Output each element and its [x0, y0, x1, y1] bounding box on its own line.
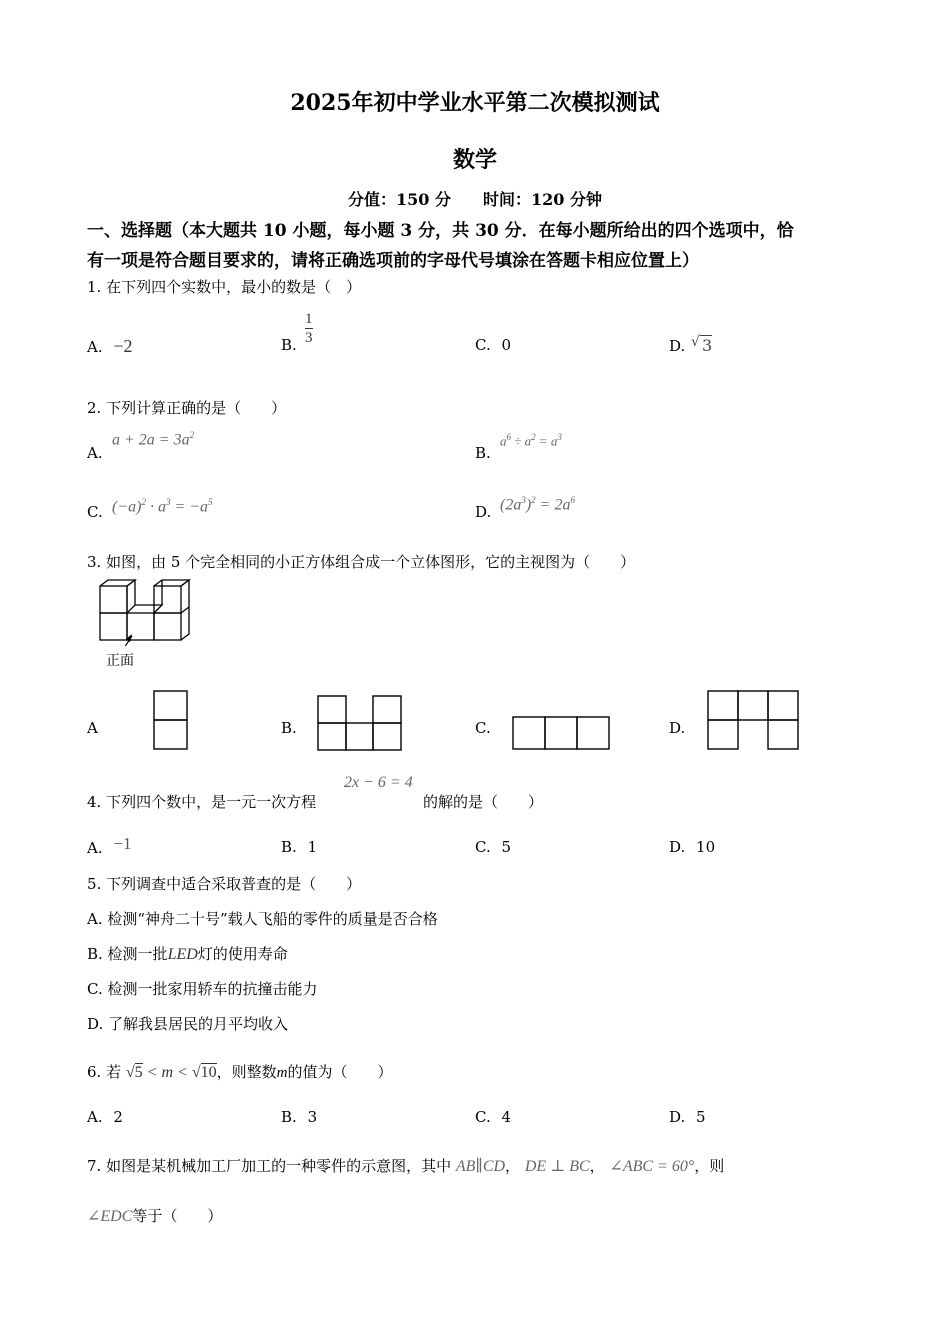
q3-stem: 3. 如图，由 5 个完全相同的小正方体组合成一个立体图形，它的主视图为（ ）: [87, 553, 636, 571]
q7-stem-line1: [87, 1155, 724, 1176]
q4-option-b: [281, 838, 317, 856]
q4-equation: 2x − 6 = 4: [344, 774, 413, 791]
option-text-pre: B. 检测一批: [87, 945, 168, 963]
option-label: B.: [281, 1108, 297, 1126]
stem-post: ，则整数: [216, 1063, 277, 1081]
sqrt-value: [691, 334, 713, 355]
q3-option-a-figure: [152, 689, 190, 753]
q3-option-a-label: A: [87, 719, 98, 737]
q3-option-d-label: D.: [669, 719, 686, 737]
option-label: C.: [475, 838, 491, 856]
q2-option-b-expr: $a^6 \div a^2 = a^3$: [500, 432, 562, 449]
q6-stem: [87, 1061, 392, 1082]
option-value: 0: [501, 336, 512, 354]
option-value: −1: [113, 834, 132, 853]
section-heading-line2: 有一项是符合题目要求的，请将正确选项前的字母代号填涂在答题卡相应位置上）: [87, 251, 699, 271]
q5-option-c: C. 检测一批家用轿车的抗撞击能力: [87, 980, 318, 998]
q2-option-d-label: D.: [475, 503, 492, 521]
option-value: 5: [696, 1108, 706, 1126]
q4-option-a: [87, 834, 132, 858]
option-label: B.: [281, 336, 297, 354]
q5-stem: 5. 下列调查中适合采取普查的是（ ）: [87, 875, 362, 893]
inequality: √5 < m < √10: [125, 1064, 217, 1081]
q3-option-c-figure: [511, 715, 613, 753]
option-value: 3: [307, 1108, 318, 1126]
q5-option-d: D. 了解我县居民的月平均收入: [87, 1015, 289, 1033]
q3-option-d-figure: [706, 689, 802, 753]
option-label: A.: [87, 338, 103, 356]
q1-fraction: [305, 310, 313, 347]
option-value: 10: [696, 838, 716, 856]
q4-option-d: [669, 838, 715, 856]
stem-tail: 的值为（ ）: [287, 1063, 393, 1081]
denominator: 3: [305, 330, 313, 346]
stem-then: ，则: [694, 1157, 725, 1175]
q1-stem: 1. 在下列四个实数中，最小的数是（ ）: [87, 278, 362, 296]
score-time: 分值：150 分 时间：120 分钟: [348, 190, 602, 209]
option-label: C.: [475, 336, 491, 354]
q2-option-a-expr: $a + 2a = 3a^2$: [112, 430, 195, 449]
option-value: 5: [501, 838, 512, 856]
q2-option-d-expr: $(2a^3)^2 = 2a^6$: [500, 495, 575, 514]
option-value: 4: [501, 1108, 512, 1126]
q7-stem-line2: [87, 1205, 222, 1226]
separator: ，: [589, 1157, 605, 1175]
q1-option-c: [475, 336, 511, 354]
exam-title: 2025年初中学业水平第二次模拟测试: [290, 90, 660, 116]
separator: ，: [505, 1157, 521, 1175]
option-value: −2: [113, 336, 133, 356]
q3-option-b-label: B.: [281, 719, 297, 737]
q4-stem-pre: 4. 下列四个数中，是一元一次方程: [87, 793, 317, 811]
q4-option-c: [475, 838, 511, 856]
condition-parallel: AB∥CD: [455, 1158, 506, 1175]
q6-option-d: [669, 1108, 706, 1126]
q6-option-b: [281, 1108, 317, 1126]
option-value: 2: [113, 1108, 123, 1126]
radicand: 3: [702, 336, 713, 355]
q6-option-c: [475, 1108, 511, 1126]
q2-stem: 2. 下列计算正确的是（ ）: [87, 399, 287, 417]
option-math: LED: [167, 946, 198, 963]
option-label: A.: [87, 1108, 103, 1126]
angle-edc: ∠EDC: [87, 1208, 133, 1225]
condition-perpendicular: DE ⊥ BC: [524, 1158, 590, 1175]
option-value: 1: [307, 838, 318, 856]
option-label: D.: [669, 337, 686, 355]
numerator: 1: [305, 311, 313, 327]
sqrt-sign-icon: √: [691, 334, 700, 350]
q5-option-a: A. 检测“神舟二十号”载人飞船的零件的质量是否合格: [87, 910, 438, 928]
option-text-post: 灯的使用寿命: [197, 945, 288, 963]
q3-solid-figure: [96, 576, 196, 646]
option-label: C.: [475, 1108, 491, 1126]
q2-option-b-label: B.: [475, 444, 491, 462]
section-heading-line1: 一、选择题（本大题共 10 小题，每小题 3 分，共 30 分．在每小题所给出的四个选项中，恰: [87, 221, 794, 241]
option-label: D.: [669, 838, 686, 856]
q2-option-a-label: A.: [87, 444, 103, 462]
q1-option-d: [669, 336, 712, 355]
option-label: A.: [87, 839, 103, 857]
stem-tail: 等于（ ）: [132, 1207, 223, 1225]
q1-option-a: [87, 336, 133, 357]
option-label: B.: [281, 838, 297, 856]
condition-angle: ∠ABC = 60°: [609, 1158, 695, 1175]
option-label: D.: [669, 1108, 686, 1126]
q6-option-a: [87, 1108, 123, 1126]
subject-title: 数学: [452, 147, 497, 173]
q3-option-c-label: C.: [475, 719, 491, 737]
q2-option-c-label: C.: [87, 503, 103, 521]
q5-option-b: [87, 943, 288, 964]
q3-option-b-figure: [316, 694, 406, 752]
q2-option-c-expr: $(-a)^2 \cdot a^3 = -a^5$: [112, 497, 213, 516]
stem-pre: 7. 如图是某机械加工厂加工的一种零件的示意图，其中: [87, 1157, 452, 1175]
q1-option-b: [281, 336, 297, 354]
variable-m: m: [276, 1065, 288, 1081]
q4-stem-post: 的解的是（ ）: [423, 793, 544, 811]
stem-pre: 6. 若: [87, 1063, 122, 1081]
q3-front-label: 正面: [106, 653, 134, 669]
